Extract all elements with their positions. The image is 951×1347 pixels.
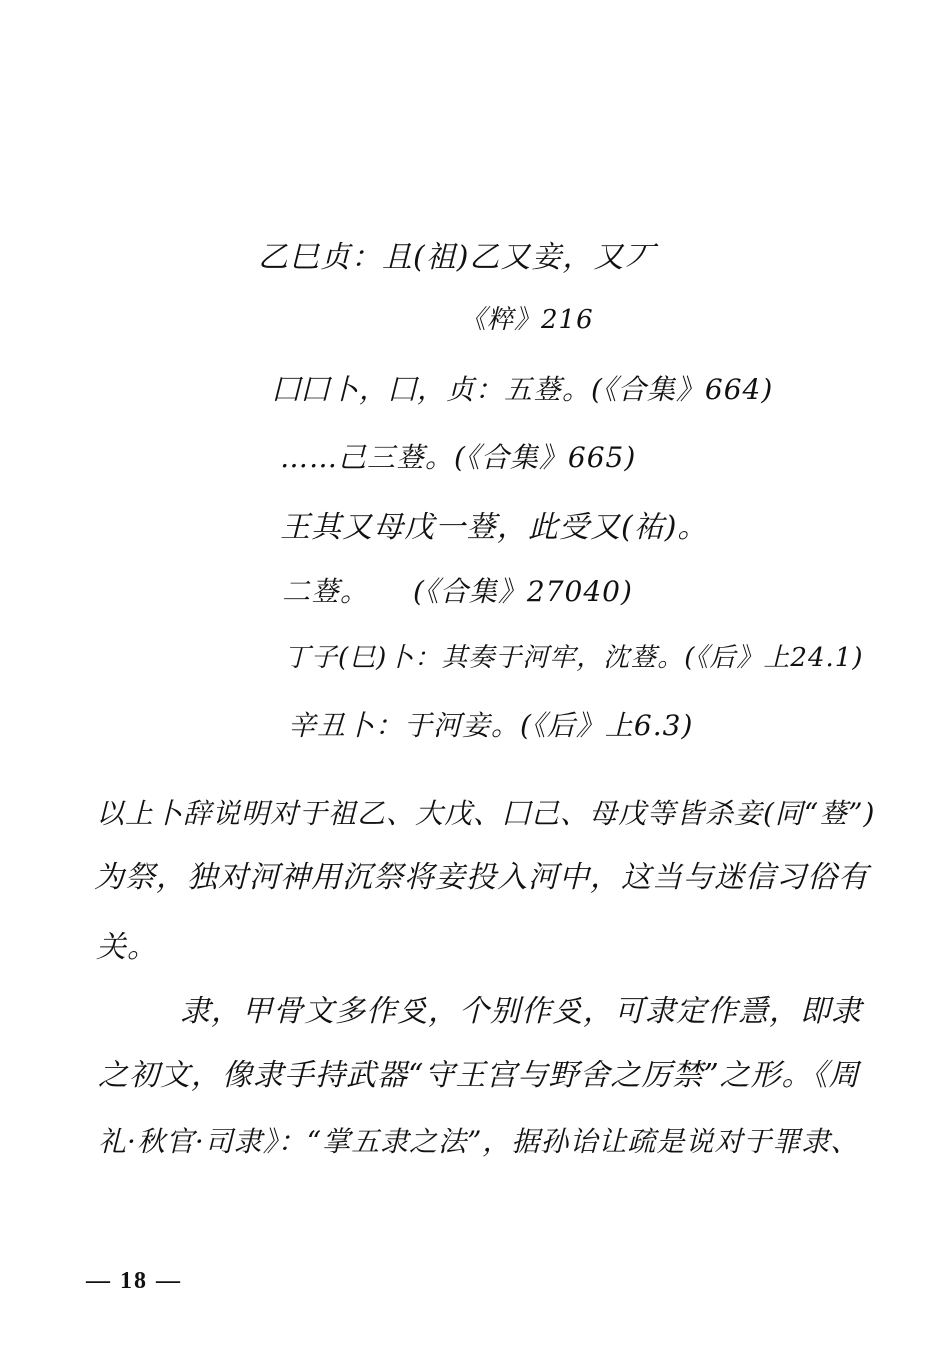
inscription-line-3: ……己三䔲。(《合集》665) xyxy=(280,441,637,474)
inscription-line-7: 辛丑卜：于河妾。(《后》上6.3) xyxy=(288,709,694,742)
inscription-source-1: 《粹》216 xyxy=(460,305,594,335)
inscription-line-1: 乙巳贞：且(祖)乙又妾，又丆 xyxy=(258,240,656,275)
paragraph-line-4: 隶，甲骨文多作𠬪，个别作𠬪，可隶定作㥯，即隶 xyxy=(180,994,862,1029)
paragraph-line-6: 礼·秋官·司隶》：“掌五隶之法”，据孙诒让疏是说对于罪隶、 xyxy=(98,1125,860,1158)
paragraph-line-2: 为祭，独对河神用沉祭将妾投入河中，这当与迷信习俗有 xyxy=(94,860,869,895)
inscription-line-5: 二䔲。 (《合集》27040) xyxy=(282,575,633,608)
paragraph-line-5: 之初文，像隶手持武器“守王宫与野舍之厉禁”之形。《周 xyxy=(98,1058,860,1093)
paragraph-line-1: 以上卜辞说明对于祖乙、大戊、囗己、母戊等皆杀妾(同“䔲”) xyxy=(96,797,876,830)
paragraph-line-3: 关。 xyxy=(96,930,158,965)
inscription-line-2: 囗囗卜，囗，贞：五䔲。(《合集》664) xyxy=(272,373,774,406)
page-number: — 18 — xyxy=(86,1268,182,1294)
inscription-line-4: 王其又母戊一䔲，此受又(祐)。 xyxy=(280,510,709,545)
inscription-line-6: 丁子(巳)卜：其奏于河牢，沈䔲。(《后》上24.1) xyxy=(284,643,864,673)
